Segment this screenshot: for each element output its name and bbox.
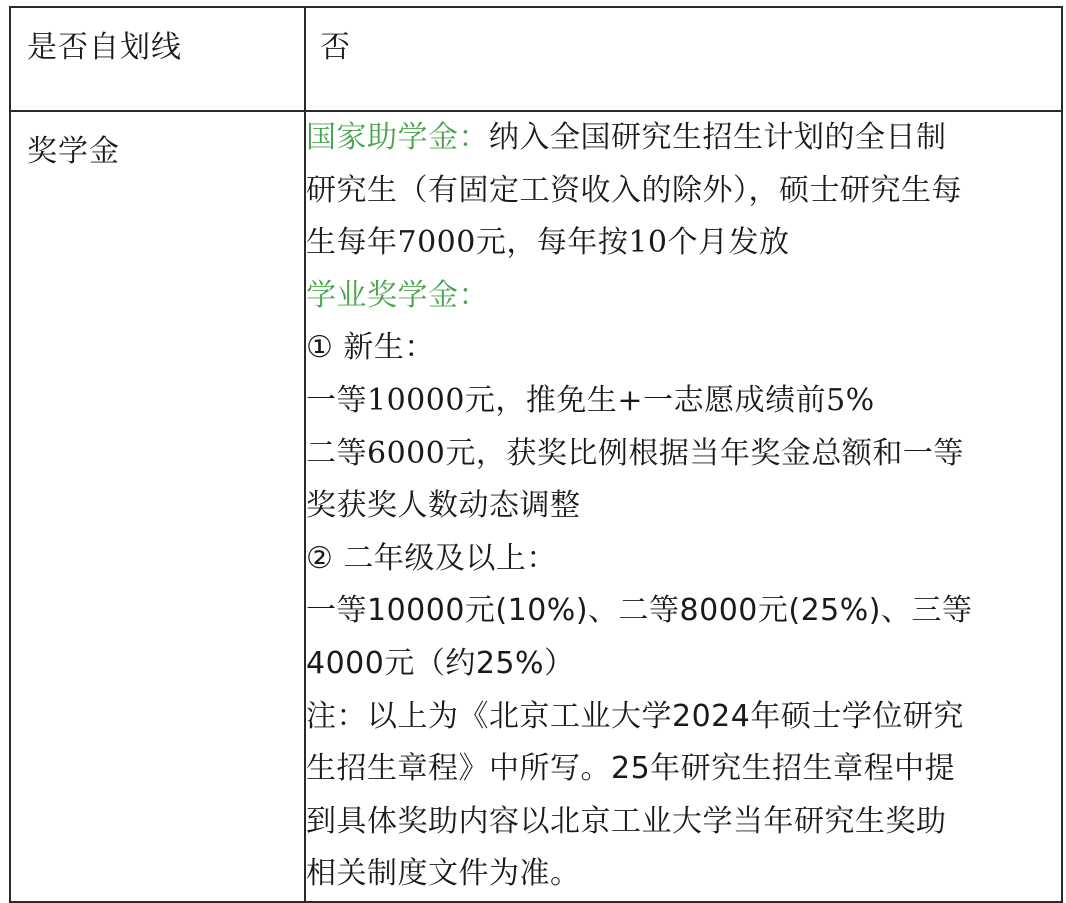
new-students-line-1: 一等10000元，推免生+一志愿成绩前5% [306,382,875,418]
upper-years-line-2: 4000元（约25%） [306,645,575,681]
info-table [9,6,1063,903]
row-label-self-line: 是否自划线 [27,30,182,65]
note-line-2: 生招生章程》中所写。25年研究生招生章程中提 [306,751,956,787]
note-line-3: 到具体奖助内容以北京工业大学当年研究生奖助 [306,803,947,839]
note-line-1: 注：以上为《北京工业大学2024年硕士学位研究 [306,698,964,734]
upper-years-line-1: 一等10000元(10%)、二等8000元(25%)、三等 [306,593,973,629]
value-cell [305,111,1062,902]
national-grant-line-3: 生每年7000元，每年按10个月发放 [306,225,790,261]
row-label-scholarship: 奖学金 [27,134,120,169]
label-cell [10,111,305,902]
new-students-line-3: 奖获奖人数动态调整 [306,488,581,524]
table-row [10,111,1062,902]
academic-scholarship-heading: 学业奖学金： [306,277,489,313]
upper-years-title: ② 二年级及以上： [306,540,557,576]
national-grant-text: 纳入全国研究生招生计划的全日制 [489,120,947,155]
new-students-line-2: 二等6000元，获奖比例根据当年奖金总额和一等 [306,435,964,471]
new-students-title: ① 新生： [306,330,435,366]
national-grant-heading: 国家助学金： [306,120,489,155]
label-cell [10,7,305,111]
national-grant-line-2: 研究生（有固定工资收入的除外），硕士研究生每 [306,172,962,208]
national-grant-line-1 [306,112,1061,165]
table-row [10,7,1062,111]
note-line-4: 相关制度文件为准。 [306,856,581,892]
value-cell [305,7,1062,111]
row-value-self-line: 否 [320,30,350,65]
